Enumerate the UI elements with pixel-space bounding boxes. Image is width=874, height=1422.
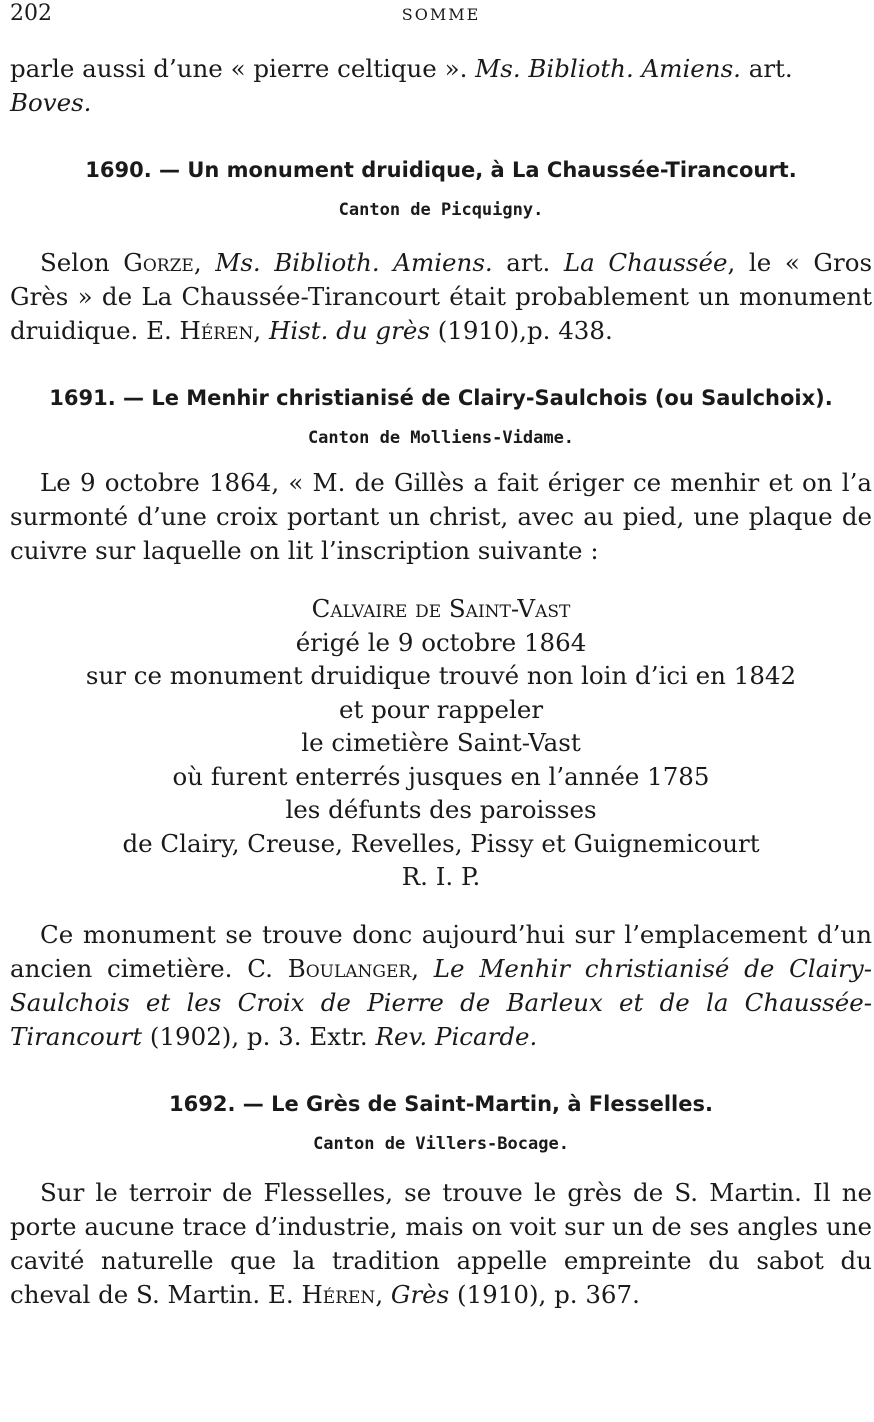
entry-1690-text-6: (1910),p. 438.: [429, 316, 613, 345]
intro-paragraph: [10, 52, 872, 120]
entry-1690-text-1: Selon: [40, 248, 124, 277]
entry-1690-text-5: ,: [253, 316, 269, 345]
entry-1691-rev-picarde: Rev. Picarde.: [375, 1021, 538, 1051]
entry-1690-ms-reference: Ms. Biblioth. Amiens.: [215, 248, 493, 277]
page-number: 202: [10, 1, 52, 26]
entry-1690-canton: Canton de Picquigny.: [338, 200, 544, 220]
entry-1692-gres: Grès: [390, 1279, 450, 1309]
entry-1690-heren: Héren: [179, 316, 254, 345]
page-header: [10, 0, 872, 30]
page: [10, 0, 872, 1312]
inscription-line: où furent enterrés jusques en l’année 1785: [172, 761, 710, 791]
entry-1692-paragraph: [10, 1176, 872, 1312]
entry-1692-canton: Canton de Villers-Bocage.: [313, 1133, 569, 1154]
entry-1690-text-3: art.: [492, 248, 564, 277]
entry-1690-title: 1690. — Un monument druidique, à La Chaussée-Tirancourt.: [85, 158, 797, 182]
entry-1691-title: 1691. — Le Menhir christianisé de Clairy-Saulchois (ou Saulchoix).: [49, 386, 833, 410]
entry-1692-text-2: ,: [375, 1279, 391, 1309]
intro-text: parle aussi d’une « pierre celtique ».: [10, 54, 476, 83]
entry-1691-intro-paragraph: Le 9 octobre 1864, « M. de Gillès a fait ériger ce menhir et on l’a surmonté d’une croix portant un christ, avec au pied, une plaque de cuivre sur laquelle on lit l’inscription suivante :: [10, 468, 872, 565]
inscription-line: sur ce monument druidique trouvé non loin d’ici en 1842: [85, 661, 797, 690]
entry-1691-text-1: Ce monument se trouve donc aujourd’hui sur l’emplacement d’un ancien cimetière. C.: [10, 919, 872, 983]
entry-1692-text-1: Sur le terroir de Flesselles, se trouve le grès de S. Martin. Il ne porte aucune trace d’industrie, mais on voit sur un de ses angles une cavité naturelle que la tradition appelle empreinte du sabot du cheval de S. Martin. E.: [10, 1177, 872, 1309]
intro-boves: Boves.: [10, 88, 92, 117]
inscription-line: R. I. P.: [401, 862, 481, 891]
entry-1691-canton: Canton de Molliens-Vidame.: [307, 428, 575, 448]
inscription-block: [10, 592, 872, 894]
inscription-line: le cimetière Saint-Vast: [301, 728, 581, 757]
inscription-line: Calvaire de Saint-Vast: [311, 594, 571, 623]
entry-1690-text-4: , le « Gros Grès » de La Chaussée-Tirancourt était probablement un monument druidique. E.: [10, 248, 873, 345]
inscription-line: érigé le 9 octobre 1864: [295, 627, 587, 657]
entry-1690-la-chaussee: La Chaussée: [563, 248, 728, 277]
entry-1692-title: 1692. — Le Grès de Saint-Martin, à Flesselles.: [169, 1091, 713, 1116]
entry-1690-text-2: ,: [193, 248, 216, 277]
entry-1691-boulanger: Boulanger: [287, 953, 412, 983]
entry-1690-hist-du-gres: Hist. du grès: [268, 316, 430, 345]
entry-1691-conclusion-paragraph: [10, 918, 872, 1054]
entry-1691-text-3: (1902), p. 3. Extr.: [142, 1021, 376, 1051]
inscription-line: et pour rappeler: [338, 694, 544, 724]
intro-ms-reference: Ms. Biblioth. Amiens.: [475, 54, 741, 83]
running-head: SOMME: [401, 5, 481, 24]
entry-1691-text-2: ,: [411, 953, 434, 983]
inscription-line: de Clairy, Creuse, Revelles, Pissy et Guignemicourt: [122, 828, 760, 858]
entry-1690-author: Gorze: [123, 248, 194, 277]
entry-1690-paragraph: [10, 246, 872, 348]
entry-1692-heren: Héren: [301, 1279, 376, 1309]
inscription-line: les défunts des paroisses: [285, 795, 597, 824]
entry-1691-work-title: Le Menhir christianisé de Clairy-Saulchois et les Croix de Pierre de Barleux et de la Chaussée-Tirancourt: [10, 953, 873, 1051]
intro-art: art.: [740, 54, 793, 83]
entry-1692-text-3: (1910), p. 367.: [449, 1279, 640, 1309]
